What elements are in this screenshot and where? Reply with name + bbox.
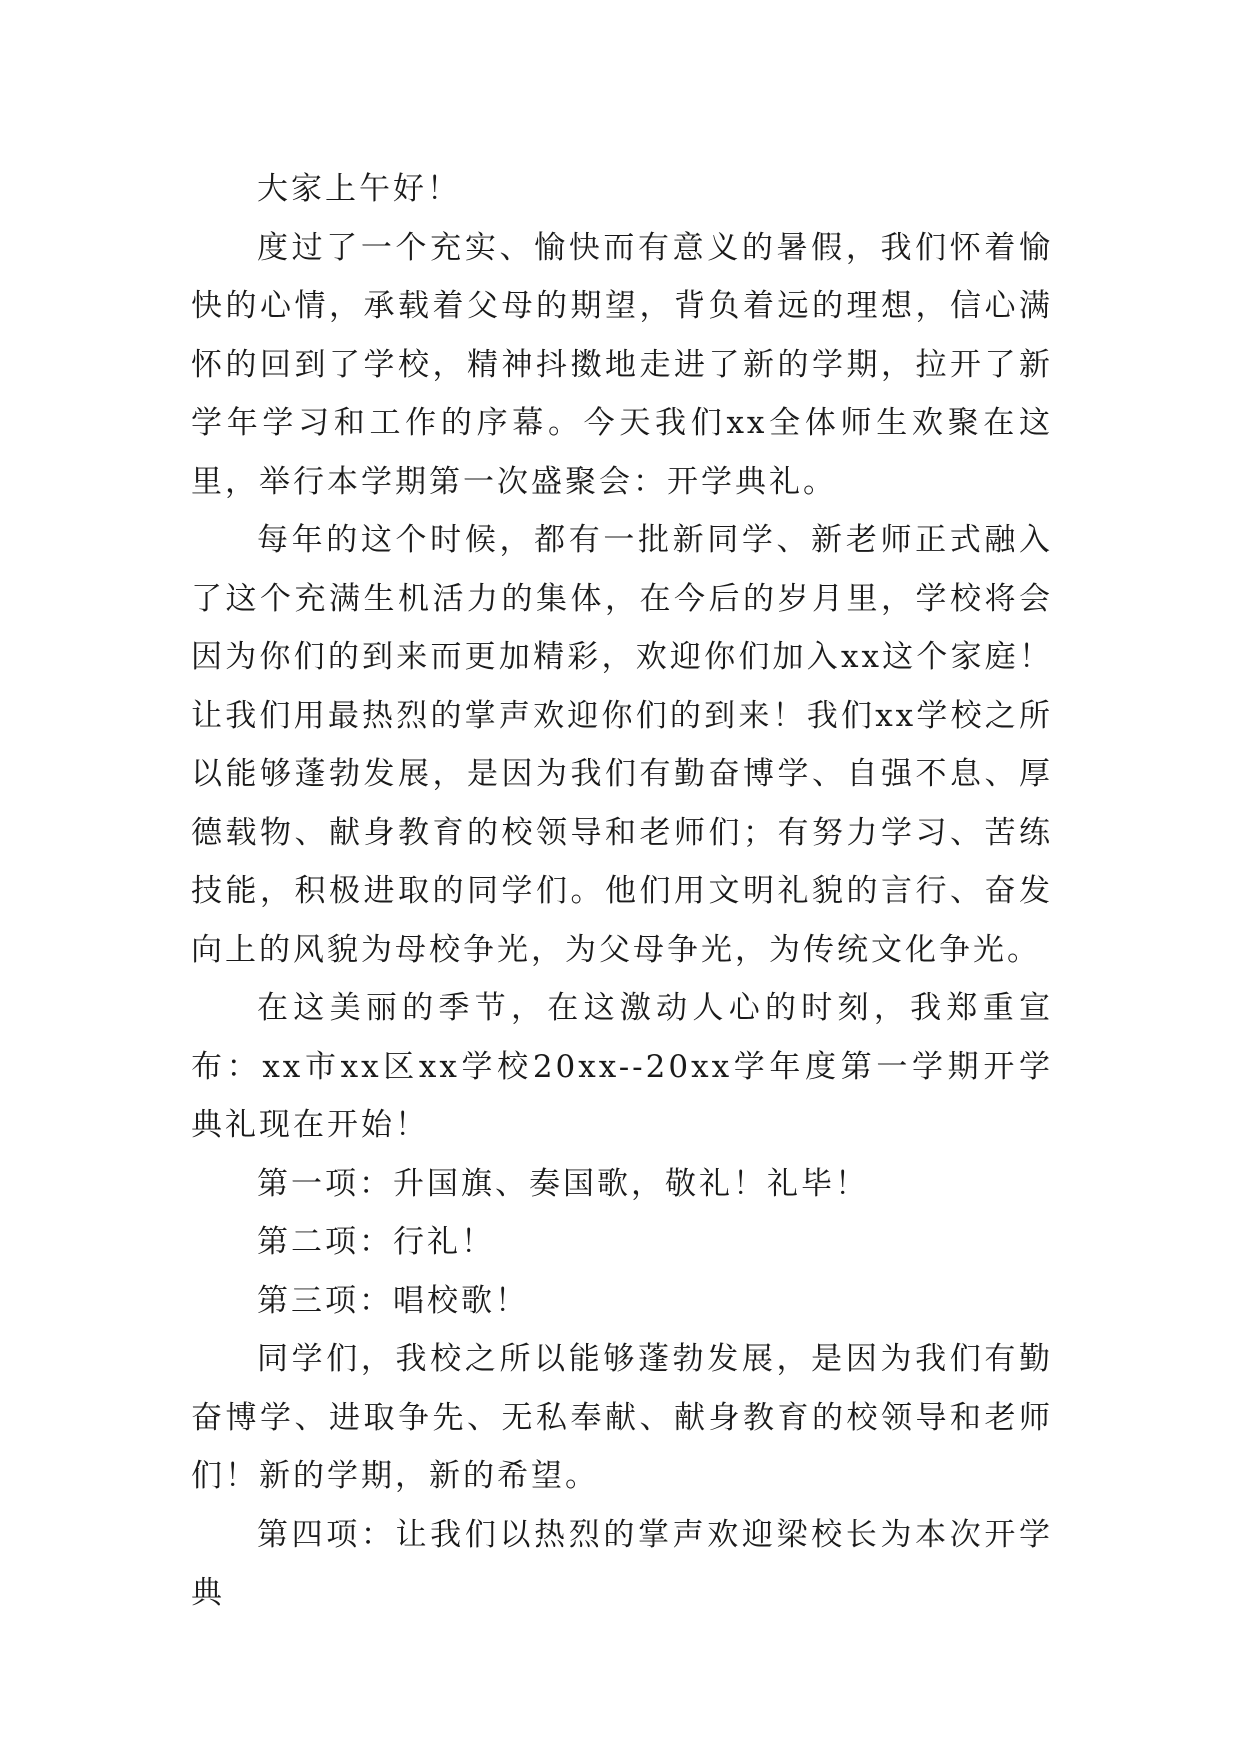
paragraph-welcome-new: 每年的这个时候，都有一批新同学、新老师正式融入了这个充满生机活力的集体，在今后的岁月里，学校将会因为你们的到来而更加精彩，欢迎你们加入xx这个家庭！让我们用最热烈的掌声欢迎你们的到来！我们xx学校之所以能够蓬勃发展，是因为我们有勤奋博学、自强不息、厚德载物、献身教育的校领导和老师们；有努力学习、苦练技能，积极进取的同学们。他们用文明礼貌的言行、奋发向上的风貌为母校争光，为父母争光，为传统文化争光。: [191, 522, 1053, 968]
paragraph-ceremony-announcement: 在这美丽的季节，在这激动人心的时刻，我郑重宣布：xx市xx区xx学校20xx--20xx学年度第一学期开学典礼现在开始！: [191, 990, 1053, 1143]
paragraph-summer-return: 度过了一个充实、愉快而有意义的暑假，我们怀着愉快的心情，承载着父母的期望，背负着远的理想，信心满怀的回到了学校，精神抖擞地走进了新的学期，拉开了新学年学习和工作的序幕。今天我们xx全体师生欢聚在这里，举行本学期第一次盛聚会：开学典礼。: [191, 229, 1053, 500]
greeting-paragraph: 大家上午好！: [257, 171, 461, 207]
document-body: [191, 160, 1053, 1623]
agenda-item-3: 第三项：唱校歌！: [257, 1282, 529, 1319]
agenda-item-2: 第二项：行礼！: [257, 1224, 495, 1260]
paragraph-school-development: 同学们，我校之所以能够蓬勃发展，是因为我们有勤奋博学、进取争先、无私奉献、献身教育的校领导和老师们！新的学期，新的希望。: [191, 1341, 1053, 1494]
agenda-item-4: 第四项：让我们以热烈的掌声欢迎梁校长为本次开学典: [191, 1516, 1053, 1611]
agenda-item-1: 第一项：升国旗、奏国歌，敬礼！礼毕！: [257, 1165, 869, 1202]
